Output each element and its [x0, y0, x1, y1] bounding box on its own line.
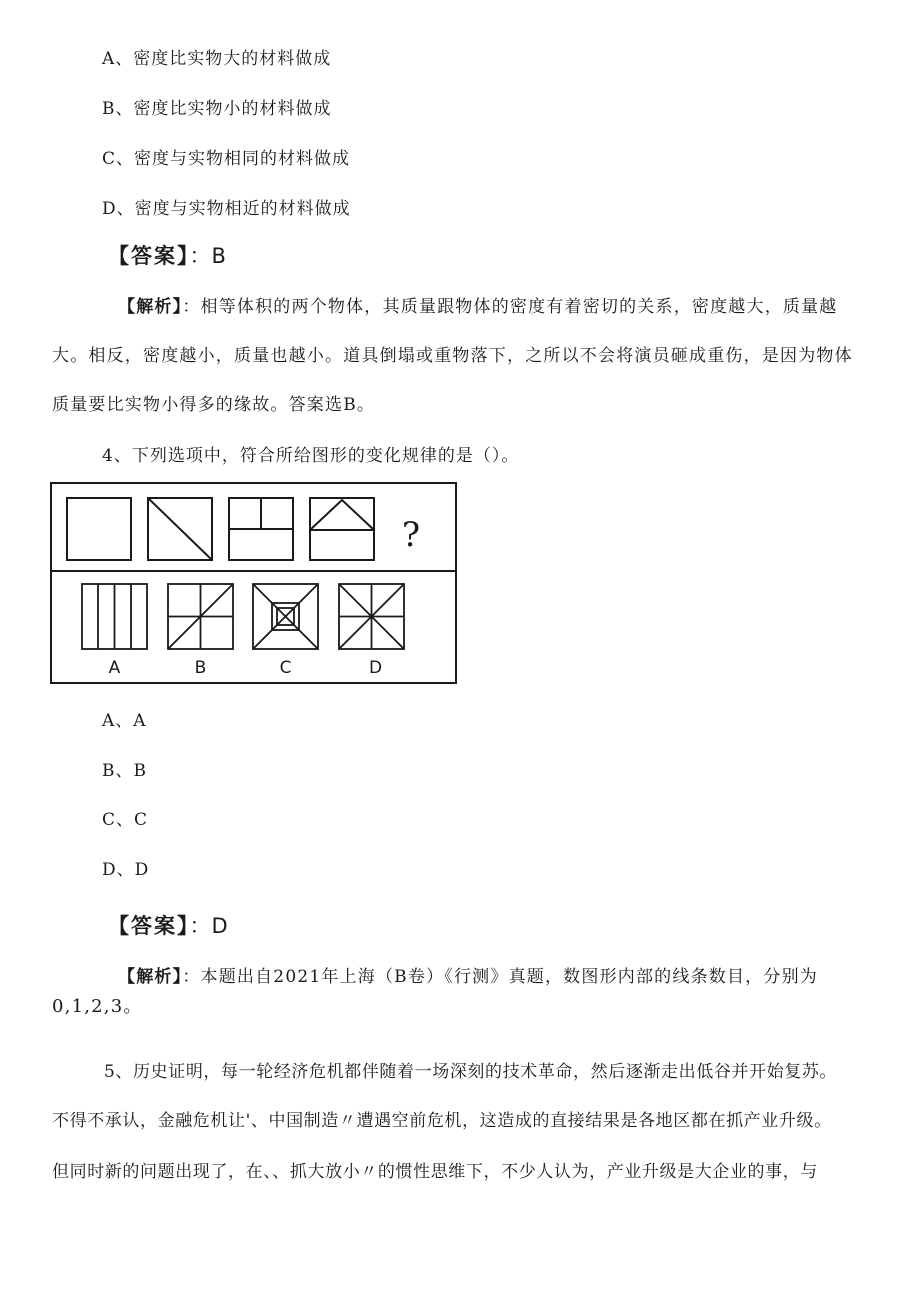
explanation-label: 【解析】 — [118, 967, 183, 987]
answer-label: 【答案】 — [108, 244, 190, 268]
q4-figure — [50, 482, 458, 686]
figure-top-4 — [310, 498, 374, 560]
q3-option-c: C、密度与实物相同的材料做成 — [102, 149, 351, 169]
explanation-label: 【解析】 — [118, 297, 183, 317]
q3-answer — [108, 240, 227, 270]
figure-options-row — [82, 584, 404, 649]
q5-line-1: 5、历史证明，每一轮经济危机都伴随着一场深刻的技术革命，然后逐渐走出低谷并开始复苏。 — [104, 1062, 838, 1082]
q4-answer — [108, 910, 229, 940]
figure-option-c — [253, 584, 318, 649]
explanation-text: ：相等体积的两个物体，其质量跟物体的密度有着密切的关系，密度越大，质量越 — [182, 297, 838, 317]
q4-option-b: B、B — [102, 761, 147, 781]
q3-option-a: A、密度比实物大的材料做成 — [102, 49, 332, 69]
q4-explanation-line-2: 0,1,2,3。 — [52, 996, 143, 1017]
q5-line-2: 不得不承认，金融危机让'、中国制造〃遭遇空前危机，这造成的直接结果是各地区都在抓产业升级。 — [52, 1111, 832, 1131]
q3-explanation-line-3: 质量要比实物小得多的缘故。答案选B。 — [52, 395, 376, 415]
figure-question-mark: ? — [401, 515, 421, 555]
q4-option-d: D、D — [102, 860, 150, 880]
figure-top-1 — [67, 498, 131, 560]
q4-explanation-line-1 — [118, 962, 818, 987]
figure-top-3 — [229, 498, 293, 560]
answer-label: 【答案】 — [108, 914, 190, 938]
answer-value: ：D — [189, 914, 229, 938]
figure-label-c: C — [279, 658, 292, 678]
figure-option-b — [168, 584, 233, 649]
answer-value: ：B — [189, 244, 227, 268]
figure-outer-frame — [51, 483, 456, 683]
figure-label-d: D — [368, 658, 383, 678]
q4-option-a: A、A — [102, 711, 147, 731]
q4-option-c: C、C — [102, 810, 149, 830]
explanation-text: ：本题出自2021年上海（B卷）《行测》真题，数图形内部的线条数目，分别为 — [182, 967, 818, 987]
figure-label-a: A — [108, 658, 121, 678]
q3-option-b: B、密度比实物小的材料做成 — [102, 99, 332, 119]
figure-question-row — [67, 498, 374, 560]
figure-option-d — [339, 584, 404, 649]
q4-stem: 4、下列选项中，符合所给图形的变化规律的是（）。 — [102, 446, 520, 466]
q5-line-3: 但同时新的问题出现了，在、、抓大放小〃的惯性思维下，不少人认为，产业升级是大企业的事，与 — [52, 1162, 818, 1182]
q3-explanation-line-1 — [118, 292, 838, 317]
figure-label-b: B — [194, 658, 207, 678]
figure-top-2 — [148, 498, 212, 560]
q3-option-d: D、密度与实物相近的材料做成 — [102, 199, 351, 219]
q3-explanation-line-2: 大。相反，密度越小，质量也越小。道具倒塌或重物落下，之所以不会将演员砸成重伤，是因为物体 — [52, 346, 853, 366]
figure-option-a — [82, 584, 147, 649]
